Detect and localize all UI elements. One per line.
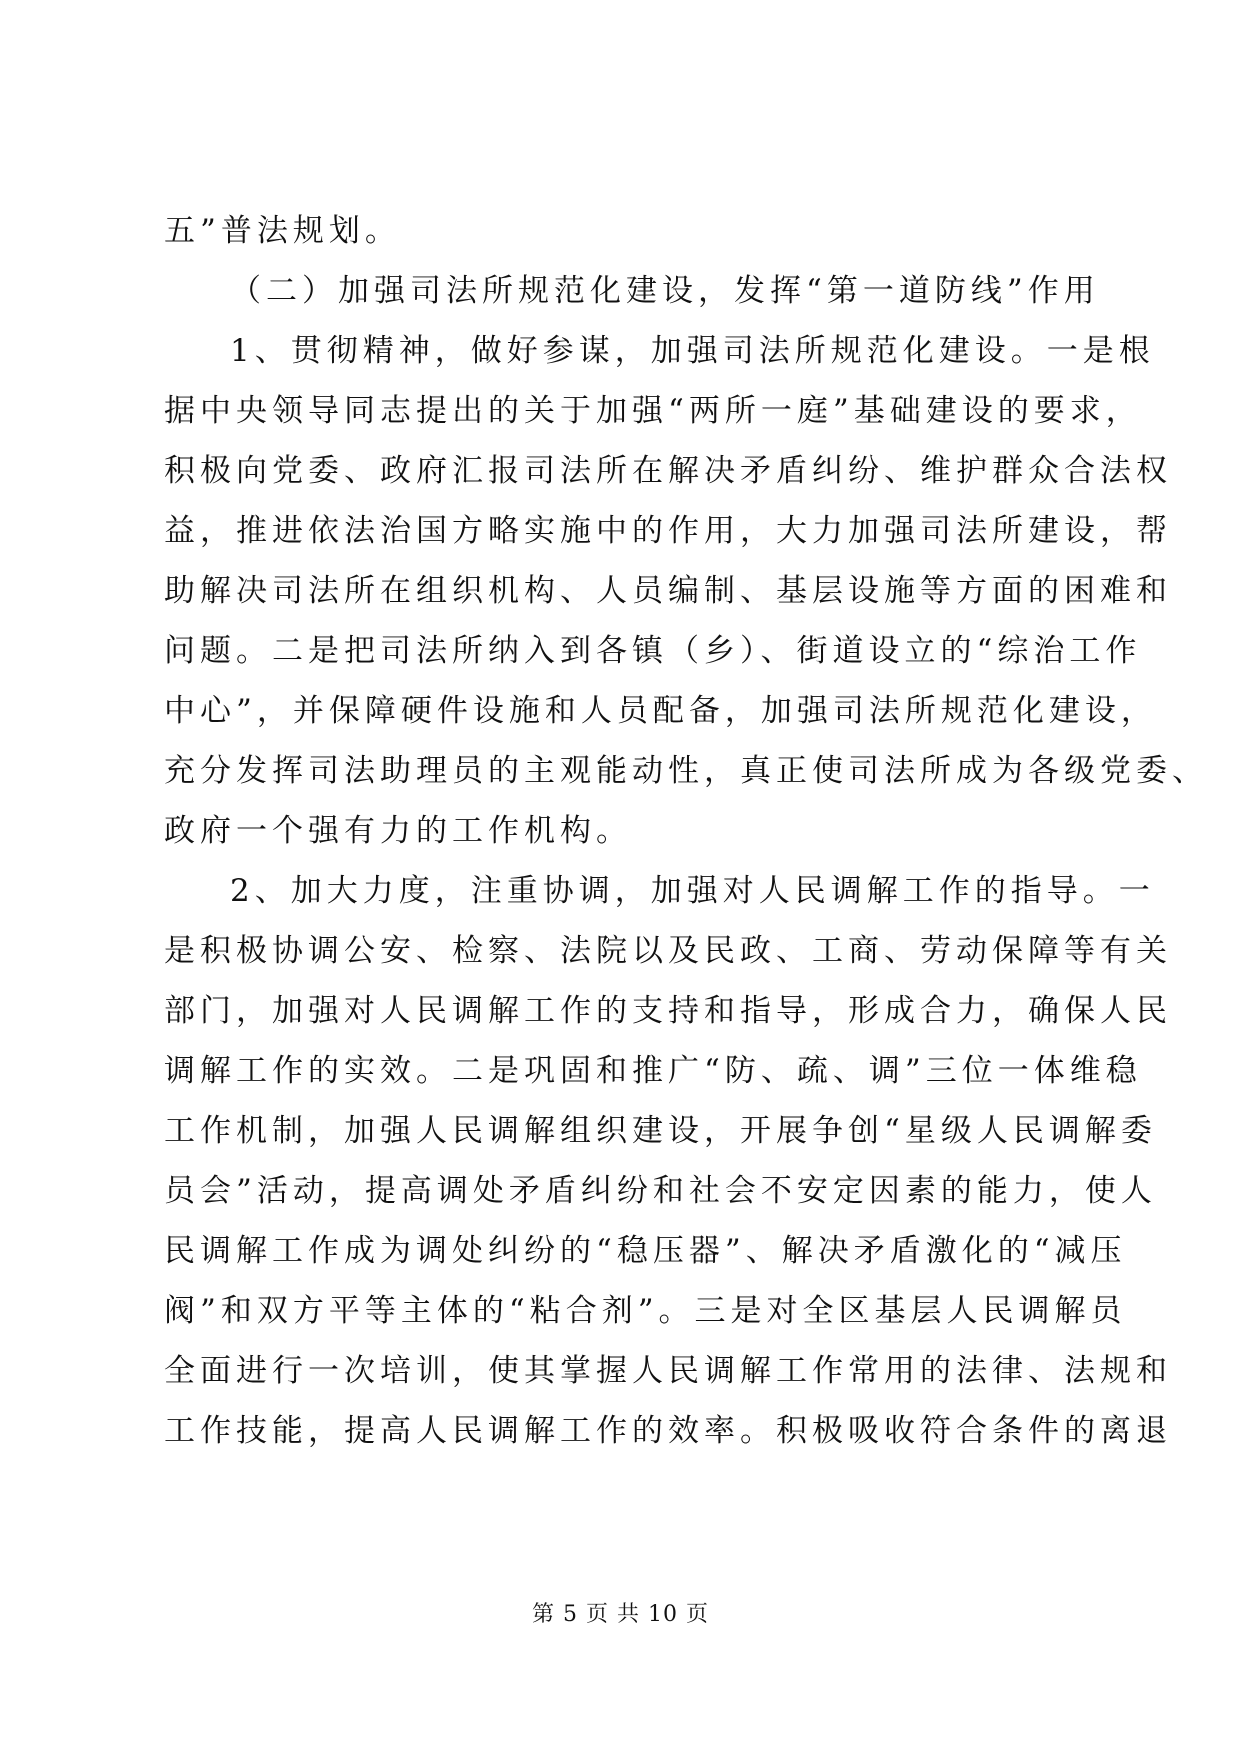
page-number-footer: 第 5 页 共 10 页 (532, 1602, 709, 1627)
text-line: 助解决司法所在组织机构、人员编制、基层设施等方面的困难和 (164, 573, 1172, 609)
text-line: 全面进行一次培训，使其掌握人民调解工作常用的法律、法规和 (164, 1353, 1172, 1389)
text-line: 员会”活动，提高调处矛盾纠纷和社会不安定因素的能力，使人 (164, 1173, 1157, 1209)
text-line: 2、加大力度，注重协调，加强对人民调解工作的指导。一 (230, 873, 1155, 909)
text-line: 部门，加强对人民调解工作的支持和指导，形成合力，确保人民 (164, 993, 1172, 1029)
text-line: 工作机制，加强人民调解组织建设，开展争创“星级人民调解委 (164, 1113, 1157, 1149)
text-line: 是积极协调公安、检察、法院以及民政、工商、劳动保障等有关 (164, 933, 1172, 969)
text-line: 据中央领导同志提出的关于加强“两所一庭”基础建设的要求， (164, 393, 1142, 429)
text-line: 五”普法规划。 (164, 213, 401, 249)
section-heading: （二）加强司法所规范化建设，发挥“第一道防线”作用 (230, 273, 1100, 309)
text-line: 调解工作的实效。二是巩固和推广“防、疏、调”三位一体维稳 (164, 1053, 1142, 1089)
text-line: 问题。二是把司法所纳入到各镇（乡）、街道设立的“综治工作 (164, 633, 1142, 669)
text-line: 阀”和双方平等主体的“粘合剂”。三是对全区基层人民调解员 (164, 1293, 1127, 1329)
text-line: 政府一个强有力的工作机构。 (164, 813, 632, 849)
text-line: 益，推进依法治国方略实施中的作用，大力加强司法所建设，帮 (164, 513, 1172, 549)
text-line: 充分发挥司法助理员的主观能动性，真正使司法所成为各级党委、 (164, 753, 1208, 789)
text-line: 民调解工作成为调处纠纷的“稳压器”、解决矛盾激化的“减压 (164, 1233, 1127, 1269)
text-line: 1、贯彻精神，做好参谋，加强司法所规范化建设。一是根 (230, 333, 1155, 369)
text-line: 工作技能，提高人民调解工作的效率。积极吸收符合条件的离退 (164, 1413, 1172, 1449)
text-line: 中心”，并保障硬件设施和人员配备，加强司法所规范化建设， (164, 693, 1157, 729)
text-line: 积极向党委、政府汇报司法所在解决矛盾纠纷、维护群众合法权 (164, 453, 1172, 489)
